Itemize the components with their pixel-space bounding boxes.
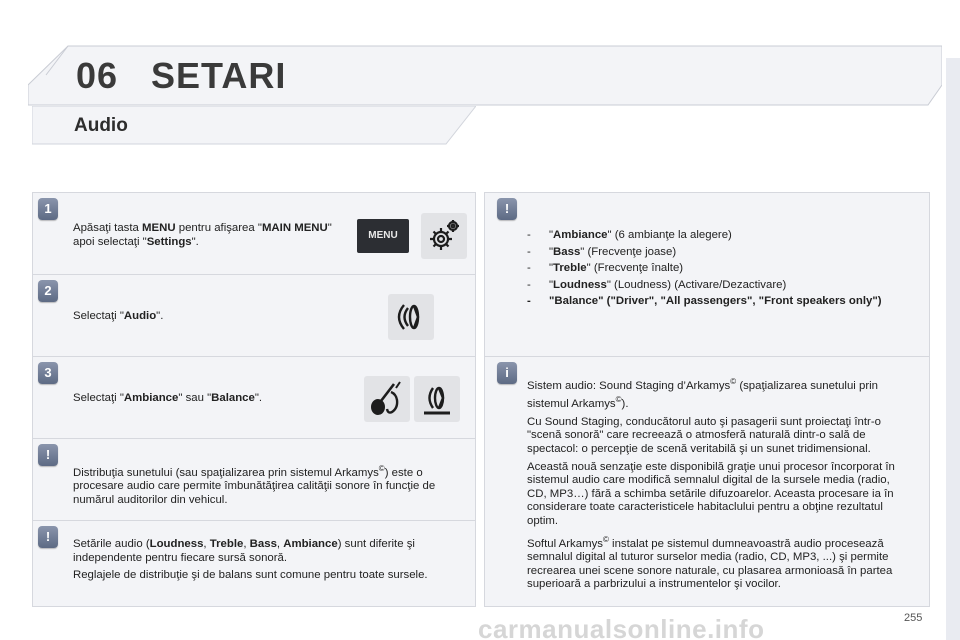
watermark: carmanualsonline.info: [478, 614, 765, 640]
step-1-text: [73, 222, 343, 249]
info-text-run: ©: [602, 534, 609, 544]
list-item-text: Ambiance: [553, 229, 608, 241]
list-item-text: " (Loudness) (Activare/Dezactivare): [606, 278, 787, 291]
note-text-run: Setările audio (: [73, 538, 150, 550]
step-text-run: " sau ": [178, 392, 212, 404]
info-text-run: Cu Sound Staging, conducătorul auto şi pasagerii sunt proiectaţi într-o "scenă sonoră" care recreează o atmosferă naturală dintr-o sală de spectacol: o percepţie de scenă veritabilă şi un sunet tridimensional.: [527, 415, 881, 455]
step-3-text: [73, 392, 353, 406]
list-item: [527, 246, 897, 260]
list-dash: -: [527, 278, 531, 291]
page-edge-strip: [946, 58, 960, 640]
step-text-run: ".: [156, 310, 164, 322]
step-text-run: Apăsaţi tasta: [73, 222, 143, 234]
note-text-run: ©: [378, 464, 385, 473]
ambiance-instruments-icon: [364, 376, 410, 422]
warning-badge: !: [497, 198, 517, 220]
list-item-text: ": [549, 278, 554, 291]
list-item-text: "Balance" ("Driver", "All passengers", "Front speakers only"): [549, 295, 882, 308]
info-text-run: ©: [615, 395, 622, 405]
chapter-header: [28, 45, 942, 107]
arkamys-info-text: [527, 375, 903, 596]
note-text-run: Reglajele de distribuţie şi de balans sunt comune pentru toate sursele.: [73, 569, 428, 582]
step-text-run: Balance: [211, 392, 255, 404]
info-paragraph: [527, 375, 903, 412]
step-text-run: pentru afişarea ": [175, 222, 262, 234]
menu-button-image: MENU: [357, 219, 409, 253]
section-title: Audio: [74, 115, 128, 136]
step-2-text: [73, 310, 353, 324]
step-text-run: MAIN MENU: [261, 222, 328, 234]
step-text-run: Audio: [123, 310, 157, 322]
step-text-run: " apoi selectaţi ": [73, 222, 332, 248]
row-divider: [33, 520, 475, 521]
list-item-text: Treble: [553, 262, 587, 275]
list-item-text: " (6 ambianţe la alegere): [607, 229, 732, 241]
note-text-run: ,: [276, 538, 284, 550]
distribution-note: [73, 462, 465, 512]
list-item: [527, 262, 897, 276]
info-paragraph: [527, 461, 903, 529]
info-badge: i: [497, 362, 517, 384]
row-divider: [485, 356, 929, 357]
note-text-run: ) sunt diferite şi independente pentru fiecare sursă sonoră.: [73, 538, 415, 564]
chapter-number: 06: [76, 55, 119, 96]
step-text-run: Ambiance: [123, 392, 179, 404]
list-item-text: " (Frecvenţe joase): [580, 245, 677, 258]
list-item: [527, 295, 897, 309]
note-text-run: ,: [243, 538, 250, 550]
step-text-run: Settings: [146, 235, 192, 248]
note-text-run: Loudness: [149, 538, 204, 550]
step-text-run: MENU: [142, 222, 176, 234]
list-item-text: ": [549, 262, 554, 275]
section-band: [32, 106, 476, 146]
info-text-run: Softul Arkamys: [527, 537, 603, 550]
step-3-badge: 3: [38, 362, 58, 384]
info-text-run: Sistem audio: Sound Staging d’Arkamys: [527, 379, 731, 392]
settings-gear-icon: [421, 213, 467, 259]
step-text-run: ".: [254, 392, 263, 404]
info-text-run: ).: [621, 398, 629, 411]
list-item-text: Bass: [553, 245, 581, 258]
warning-badge: !: [38, 526, 58, 548]
list-dash: -: [527, 229, 531, 241]
note-text-run: Treble: [209, 538, 244, 550]
page-number: 255: [904, 612, 923, 624]
settings-note: [73, 538, 465, 587]
note-paragraph: [73, 569, 465, 583]
step-text-run: Selectaţi ": [73, 310, 124, 322]
list-dash: -: [527, 262, 531, 275]
list-dash: -: [527, 295, 531, 308]
step-text-run: Selectaţi ": [73, 392, 124, 404]
info-text-run: ©: [730, 377, 737, 386]
chapter-title: SETARI: [151, 55, 287, 96]
list-dash: -: [527, 245, 531, 258]
list-item-text: Loudness: [553, 278, 607, 291]
audio-settings-list: [527, 229, 897, 312]
step-2-badge: 2: [38, 280, 58, 302]
balance-stage-icon: [414, 376, 460, 422]
list-item-text: " (Frecvenţe înalte): [586, 262, 684, 275]
note-paragraph: [73, 462, 465, 508]
info-paragraph: [527, 533, 903, 592]
audio-speaker-icon: [388, 294, 434, 340]
row-divider: [33, 356, 475, 357]
list-item-text: ": [549, 229, 554, 241]
info-text-run: Această nouă senzaţie este disponibilă graţie unui procesor încorporat în sistemul audio care modifică semnalul digital de la sursele media (radio, CD, MP3…) fără a schimba setările difuzoarelor. Aceasta procesare ia în considerare toate caracteristicele habitaclului pentru a obţine rezultatul optim.: [527, 460, 895, 527]
row-divider: [33, 438, 475, 439]
list-item: [527, 279, 897, 293]
note-text-run: Ambiance: [283, 538, 338, 550]
note-text-run: ,: [203, 538, 210, 550]
list-item: [527, 229, 897, 243]
info-text-run: (spaţializarea sunetului prin sistemul Arkamys: [527, 379, 878, 411]
note-text-run: Distribuţia sunetului (sau spaţializarea prin sistemul Arkamys: [73, 466, 379, 479]
note-text-run: ) este o procesare audio care permite îmbunătăţirea calităţii sonore în funcţie de numărul auditorilor din vehicul.: [73, 466, 436, 506]
step-text-run: ".: [191, 235, 199, 248]
list-item-text: ": [549, 245, 554, 258]
warning-badge: !: [38, 444, 58, 466]
row-divider: [33, 274, 475, 275]
note-paragraph: [73, 538, 465, 565]
info-paragraph: [527, 416, 903, 457]
info-text-run: instalat pe sistemul dumneavoastră audio procesează semnalul digital al tuturor surselor media (radio, CD, MP3, ...) şi permite recrearea unei scene sonore naturale, cu plasarea armonioasă în partea superioară a parbrizului a instrumentelor şi vocilor.: [527, 537, 893, 591]
step-1-badge: 1: [38, 198, 58, 220]
note-text-run: Bass: [249, 538, 277, 550]
